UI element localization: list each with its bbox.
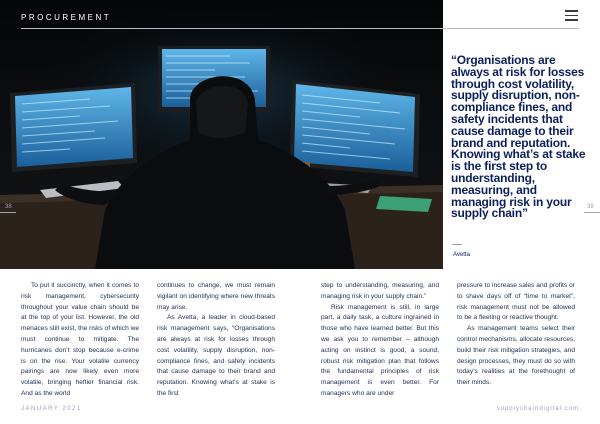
article-paragraph: Risk management is still, in large part, a daily task, a culture ingrained in those who have learned better. But this we ask you to remember – although acting on instinct is good, a sound, robust risk mitigation plan that follows the fundamental principles of risk management is even better. For managers who are under: [321, 303, 439, 397]
page-number-right-rule: [584, 212, 600, 213]
article-paragraph: As Avetta, a leader in cloud-based risk management says, “Organisations are always at risk for losses through cost volatility, supply disruption, non-compliance fines, and safety incidents that cause damage to their brand and reputation. Knowing what’s at stake is the first: [157, 314, 275, 397]
article-column-1: [21, 281, 139, 400]
header-divider: [21, 28, 579, 29]
left-monitor: [10, 83, 137, 172]
article-paragraph: step to understanding, measuring, and managing risk in your supply chain.”: [321, 282, 439, 300]
hero-photo: [0, 0, 443, 269]
hamburger-menu-icon[interactable]: [565, 9, 579, 21]
article-column-2: [157, 281, 275, 400]
hacker-illustration: [0, 0, 443, 269]
article-paragraph: pressure to increase sales and profits or to shave days off of “time to market”, risk management must not be allowed to be a fleeting or reactive thought.: [457, 282, 575, 322]
article-column-4: [457, 281, 575, 389]
footer-date: JANUARY 2021: [21, 406, 82, 412]
article-paragraph: To put it succinctly, when it comes to risk management, cybersecurity throughout your value chain should be at the top of your list. However, the old menaces still exist, the risks of which we must continue to mitigate. The hurricanes don’t stop because e-crime is on the rise. Your volatile currency pairings are now likely even more volatile, bringing heftier financial risk. And as the world: [21, 282, 139, 397]
pull-quote: “Organisations are always at risk for losses through cost volatility, supply disruption, non-compliance fines, and safety incidents that cause damage to their brand and reputation. Knowing what’s at stake is the first step to understanding, measuring, and managing risk in your supply chain”: [451, 53, 586, 221]
page-number-right: 39: [587, 204, 594, 210]
article-paragraph: continues to change, we must remain vigilant on identifying where new threats may arise.: [157, 282, 275, 311]
section-label: PROCUREMENT: [21, 13, 112, 22]
quote-divider: [452, 244, 462, 245]
page-number-left: 38: [5, 204, 12, 210]
footer-website[interactable]: supplychaindigital.com: [496, 406, 579, 412]
page-number-left-rule: [0, 212, 16, 213]
article-paragraph: As management teams select their control mechanisms, allocate resources, build their risk mitigation strategies, and design processes, they must do so with today’s realities at the forethought of their minds.: [457, 325, 575, 387]
quote-source: Avetta: [453, 252, 470, 258]
article-column-3: [321, 281, 439, 400]
